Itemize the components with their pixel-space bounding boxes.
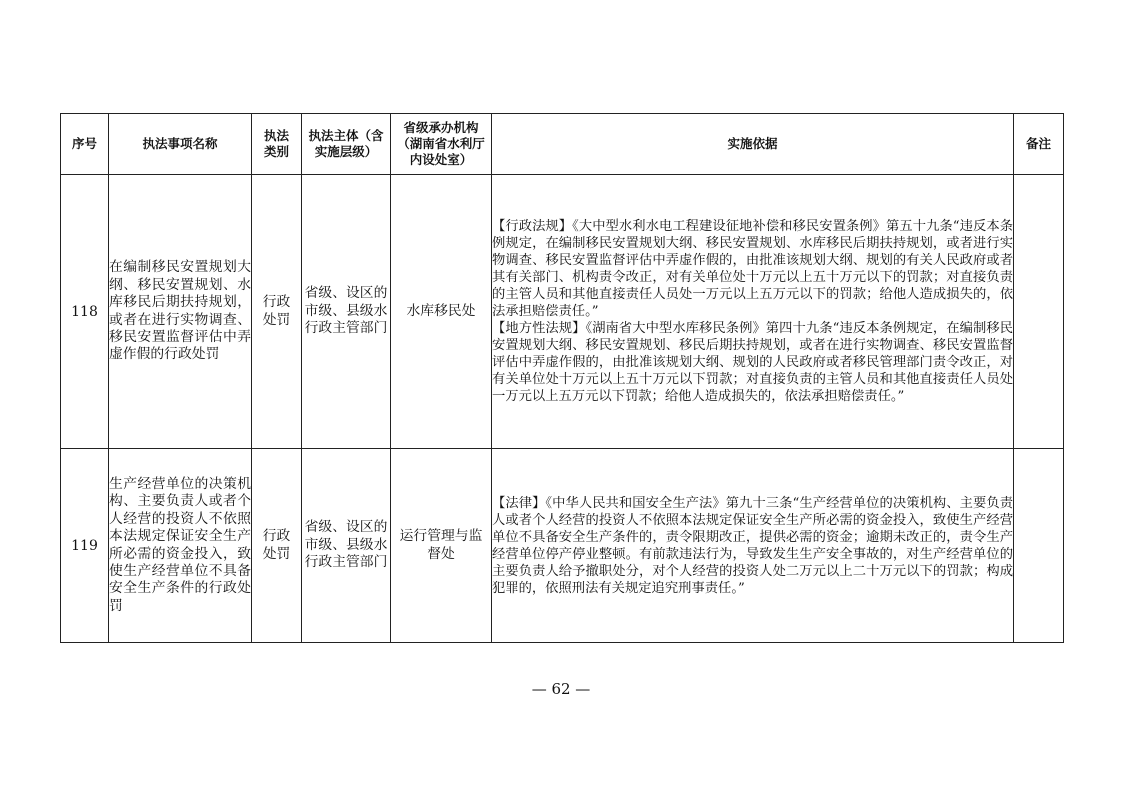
header-subject-text: 执法主体（含实施层级） — [308, 128, 384, 159]
row-office: 水库移民处 — [391, 175, 492, 449]
table-row — [61, 175, 1064, 449]
header-remark: 备注 — [1014, 114, 1064, 175]
basis-paragraph: 【法律】《中华人民共和国安全生产法》第九十三条“生产经营单位的决策机构、主要负责人或者个人经营的投资人不依照本法规定保证安全生产所必需的资金投入，致使生产经营单位不具备安全生产条件的，责令限期改正，提供必需的资金；逾期未改正的，责令生产经营单位停产停业整顿。有前款违法行为，导致发生生产安全事故的，对生产经营单位的主要负责人给予撤职处分，对个人经营的投资人处二万元以上二十万元以下的罚款；构成犯罪的，依照刑法有关规定追究刑事责任。” — [492, 495, 1013, 596]
header-basis: 实施依据 — [492, 114, 1014, 175]
row-category — [252, 449, 302, 643]
row-seq: 119 — [61, 449, 109, 643]
basis-paragraph: 【地方性法规】《湖南省大中型水库移民条例》第四十九条“违反本条例规定，在编制移民安置规划大纲、移民安置规划、移民后期扶持规划，或者在进行实物调查、移民安置监督评估中弄虚作假的，由批准该规划大纲、规划的人民政府或者移民管理部门责令改正，对有关单位处十万元以上五十万元以下罚款；对直接负责的主管人员和其他直接责任人员处一万元以上五万元以下罚款；给他人造成损失的，依法承担赔偿责任。” — [492, 321, 1013, 404]
row-category-text: 行政处罚 — [262, 294, 291, 328]
row-subject: 省级、设区的市级、县级水行政主管部门 — [302, 175, 391, 449]
header-item-name: 执法事项名称 — [109, 114, 252, 175]
row-office — [391, 449, 492, 643]
row-subject: 省级、设区的市级、县级水行政主管部门 — [302, 449, 391, 643]
header-office — [391, 114, 492, 175]
row-basis — [492, 449, 1014, 643]
page-number: — 62 — — [531, 680, 591, 698]
row-item-name: 在编制移民安置规划大纲、移民安置规划、水库移民后期扶持规划，或者在进行实物调查、移民安置监督评估中弄虚作假的行政处罚 — [109, 175, 252, 449]
row-category — [252, 175, 302, 449]
row-basis — [492, 175, 1014, 449]
header-subject — [302, 114, 391, 175]
table-row — [61, 449, 1064, 643]
row-office-text: 运行管理与监督处 — [399, 528, 483, 562]
row-remark — [1014, 449, 1064, 643]
header-seq: 序号 — [61, 114, 109, 175]
table-header-row — [61, 114, 1064, 175]
enforcement-items-table — [60, 113, 1064, 643]
header-category-text: 执法类别 — [264, 128, 290, 159]
row-item-name: 生产经营单位的决策机构、主要负责人或者个人经营的投资人不依照本法规定保证安全生产所必需的资金投入，致使生产经营单位不具备安全生产条件的行政处罚 — [109, 449, 252, 643]
basis-paragraph: 【行政法规】《大中型水利水电工程建设征地补偿和移民安置条例》第五十九条“违反本条例规定，在编制移民安置规划大纲、移民安置规划、水库移民后期扶持规划，或者进行实物调查、移民安置监督评估中弄虚作假的，由批准该规划大纲、规划的有关人民政府或者其有关部门、机构责令改正，对有关单位处十万元以上五十万元以下的罚款；对直接负责的主管人员和其他直接责任人员处一万元以上五万元以下的罚款；给他人造成损失的，依法承担赔偿责任。” — [492, 219, 1013, 319]
row-seq: 118 — [61, 175, 109, 449]
header-office-text: 省级承办机构（湖南省水利厅内设处室） — [397, 120, 485, 167]
row-remark — [1014, 175, 1064, 449]
row-category-text: 行政处罚 — [262, 528, 291, 562]
header-category — [252, 114, 302, 175]
